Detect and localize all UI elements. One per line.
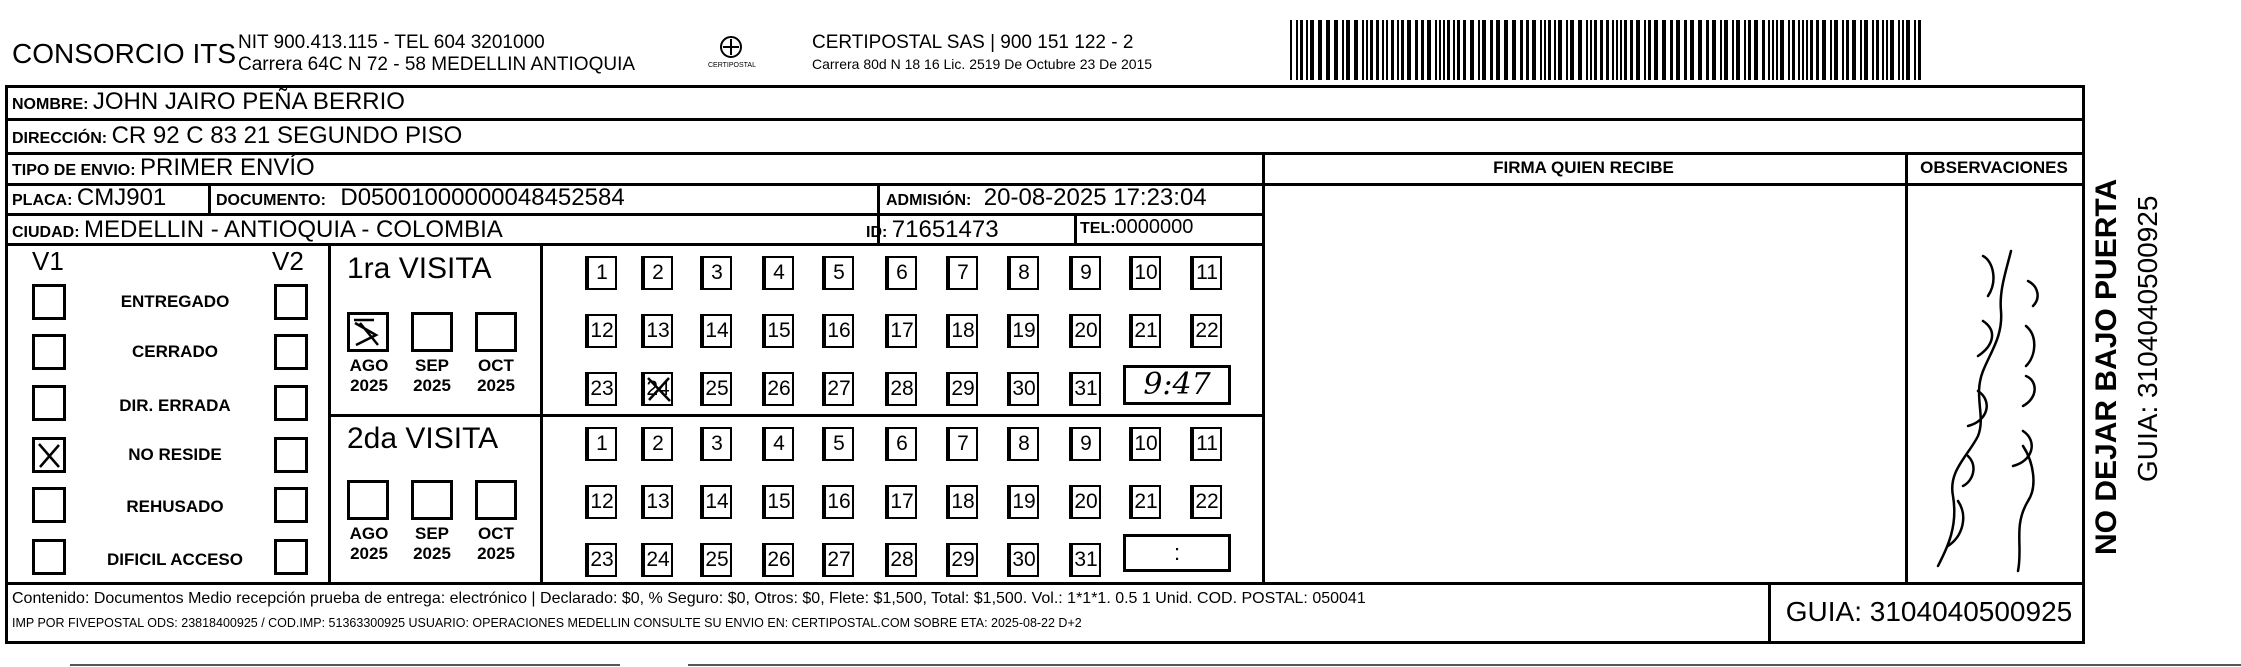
first-visit-day-15[interactable]: 15 — [762, 314, 794, 348]
first-visit-day-27[interactable]: 27 — [822, 372, 854, 406]
signature-area[interactable] — [1266, 186, 1904, 581]
second-visit-day-12[interactable]: 12 — [585, 485, 617, 519]
first-visit-day-18[interactable]: 18 — [946, 314, 978, 348]
contenido-line: Contenido: Documentos Medio recepción prueba de entrega: electrónico | Declarado: $0, % Seguro: $0, Otros: $0, Flete: $1,500, Total: $1,500. Vol.: 1*1*1. 0.5 1 Unid. COD. POSTAL: 050041 — [12, 590, 1366, 607]
v2-header: V2 — [272, 246, 304, 276]
first-visit-day-7[interactable]: 7 — [946, 256, 978, 290]
mark-x-icon — [645, 374, 673, 404]
firma-header: FIRMA QUIEN RECIBE — [1493, 158, 1674, 177]
second-visit-day-7[interactable]: 7 — [946, 427, 978, 461]
col-line — [1074, 213, 1077, 243]
v2-dir-errada-checkbox[interactable] — [274, 385, 308, 421]
col-line — [208, 183, 211, 213]
v1-rehusado-checkbox[interactable] — [32, 487, 66, 523]
first-visit-day-11[interactable]: 11 — [1190, 256, 1222, 290]
footer-guia: GUIA: 3104040500925 — [1785, 596, 2073, 627]
address-line: Carrera 64C N 72 - 58 MEDELLIN ANTIOQUIA — [238, 54, 636, 75]
first-visit-day-16[interactable]: 16 — [822, 314, 854, 348]
id-row — [866, 216, 999, 244]
visit-divider — [328, 243, 331, 582]
direccion-label: DIRECCIÓN: — [12, 130, 108, 147]
ciudad-label: CIUDAD: — [12, 224, 80, 241]
imp-line: IMP POR FIVEPOSTAL ODS: 23818400925 / COD.IMP: 51363300925 USUARIO: OPERACIONES MEDELLIN CONSULTE SU ENVIO EN: CERTIPOSTAL.COM SOBRE ETA: 2025-08-22 D+2 — [12, 616, 1082, 630]
v2-rehusado-checkbox[interactable] — [274, 487, 308, 523]
second-visit-day-30[interactable]: 30 — [1007, 543, 1039, 577]
tel-row — [1080, 216, 1193, 239]
status-entregado: ENTREGADO — [120, 292, 230, 311]
second-visit-day-2[interactable]: 2 — [641, 427, 673, 461]
admision-row — [886, 184, 1207, 212]
second-visit-day-28[interactable]: 28 — [885, 543, 917, 577]
col-line — [1768, 582, 1771, 644]
brand: CONSORCIO ITS — [12, 38, 237, 69]
status-no-reside: NO RESIDE — [128, 445, 222, 464]
ciudad-value: MEDELLIN - ANTIOQUIA - COLOMBIA — [84, 216, 503, 243]
second-visit-sep-box[interactable] — [411, 480, 453, 520]
second-visit-day-1[interactable]: 1 — [585, 427, 617, 461]
admision-value: 20-08-2025 17:23:04 — [983, 184, 1207, 211]
v1-header: V1 — [32, 246, 64, 276]
first-visit-day-2[interactable]: 2 — [641, 256, 673, 290]
first-visit-day-17[interactable]: 17 — [885, 314, 917, 348]
v1-dir-errada-checkbox[interactable] — [32, 385, 66, 421]
first-visit-day-4[interactable]: 4 — [762, 256, 794, 290]
id-value: 71651473 — [891, 216, 999, 243]
second-visit-day-8[interactable]: 8 — [1007, 427, 1039, 461]
v1-cerrado-checkbox[interactable] — [32, 334, 66, 370]
first-visit-oct-box[interactable] — [475, 312, 517, 352]
certipostal-logo: CERTIPOSTAL — [708, 34, 754, 74]
second-visit-time-box[interactable]: : — [1123, 534, 1231, 572]
status-dir-errada: DIR. ERRADA — [119, 396, 231, 415]
month-label: AGO 2025 — [349, 524, 389, 563]
status-cerrado: CERRADO — [132, 342, 218, 361]
second-visit-day-14[interactable]: 14 — [700, 485, 732, 519]
ciudad-row — [12, 216, 503, 244]
second-visit-day-26[interactable]: 26 — [762, 543, 794, 577]
tel-label: TEL: — [1080, 220, 1116, 237]
second-visit-day-10[interactable]: 10 — [1129, 427, 1161, 461]
tipo-row — [12, 154, 315, 182]
first-visit-day-24[interactable]: 24 — [641, 372, 673, 406]
direccion-row — [12, 122, 462, 150]
first-visit-day-28[interactable]: 28 — [885, 372, 917, 406]
month-label: SEP 2025 — [413, 524, 451, 563]
second-visit-day-20[interactable]: 20 — [1069, 485, 1101, 519]
second-visit-day-21[interactable]: 21 — [1129, 485, 1161, 519]
visit-divider — [540, 243, 543, 582]
second-visit-day-3[interactable]: 3 — [700, 427, 732, 461]
placa-row — [12, 184, 166, 212]
second-visit-day-25[interactable]: 25 — [700, 543, 732, 577]
col-line — [1262, 152, 1265, 582]
barcode — [1290, 20, 1930, 80]
first-visit-time-box[interactable]: 9:47 — [1123, 365, 1231, 405]
fold-line — [70, 664, 620, 666]
second-visit-day-19[interactable]: 19 — [1007, 485, 1039, 519]
visit-divider — [328, 414, 1265, 417]
placa-label: PLACA: — [12, 192, 73, 209]
first-visit-day-13[interactable]: 13 — [641, 314, 673, 348]
second-visit-title: 2da VISITA — [347, 422, 499, 455]
second-visit-day-15[interactable]: 15 — [762, 485, 794, 519]
tel-value: 0000000 — [1115, 216, 1194, 238]
first-visit-day-21[interactable]: 21 — [1129, 314, 1161, 348]
documento-value: D05001000000048452584 — [340, 184, 625, 211]
admision-label: ADMISIÓN: — [886, 192, 972, 209]
month-label: OCT 2025 — [477, 524, 515, 563]
status-dificil-acceso: DIFICIL ACCESO — [106, 550, 243, 569]
second-visit-day-4[interactable]: 4 — [762, 427, 794, 461]
nit-line: NIT 900.413.115 - TEL 604 3201000 — [238, 32, 545, 53]
month-label: SEP 2025 — [413, 356, 451, 395]
second-visit-ago-box[interactable] — [347, 480, 389, 520]
frame-bottom — [5, 641, 2085, 644]
second-visit-day-16[interactable]: 16 — [822, 485, 854, 519]
second-visit-day-23[interactable]: 23 — [585, 543, 617, 577]
nombre-row — [12, 88, 405, 116]
row-line — [5, 152, 2085, 155]
first-visit-title: 1ra VISITA — [347, 252, 492, 285]
first-visit-day-3[interactable]: 3 — [700, 256, 732, 290]
first-visit-day-14[interactable]: 14 — [700, 314, 732, 348]
first-visit-day-1[interactable]: 1 — [585, 256, 617, 290]
first-visit-day-20[interactable]: 20 — [1069, 314, 1101, 348]
nombre-value: JOHN JAIRO PEÑA BERRIO — [92, 88, 405, 115]
first-visit-day-5[interactable]: 5 — [822, 256, 854, 290]
v2-no-reside-checkbox[interactable] — [274, 437, 308, 473]
side-guia: GUIA: 3104040500925 — [2132, 195, 2163, 482]
courier-line: CERTIPOSTAL SAS | 900 151 122 - 2 — [812, 32, 1134, 53]
second-visit-day-27[interactable]: 27 — [822, 543, 854, 577]
second-visit-day-5[interactable]: 5 — [822, 427, 854, 461]
row-line — [5, 582, 2085, 585]
first-visit-day-29[interactable]: 29 — [946, 372, 978, 406]
v2-entregado-checkbox[interactable] — [274, 284, 308, 320]
tipo-label: TIPO DE ENVIO: — [12, 162, 136, 179]
second-visit-day-9[interactable]: 9 — [1069, 427, 1101, 461]
first-visit-day-12[interactable]: 12 — [585, 314, 617, 348]
month-label: OCT 2025 — [477, 356, 515, 395]
month-label: AGO 2025 — [349, 356, 389, 395]
v1-dificil-acceso-checkbox[interactable] — [32, 539, 66, 575]
observaciones-area[interactable] — [1908, 186, 2080, 581]
mark-x-icon — [350, 315, 386, 349]
first-visit-day-19[interactable]: 19 — [1007, 314, 1039, 348]
direccion-value: CR 92 C 83 21 SEGUNDO PISO — [111, 122, 463, 149]
first-visit-day-22[interactable]: 22 — [1190, 314, 1222, 348]
first-visit-day-10[interactable]: 10 — [1129, 256, 1161, 290]
first-visit-ago-box[interactable] — [347, 312, 389, 352]
second-visit-day-31[interactable]: 31 — [1069, 543, 1101, 577]
second-visit-oct-box[interactable] — [475, 480, 517, 520]
first-visit-day-25[interactable]: 25 — [700, 372, 732, 406]
observaciones-header: OBSERVACIONES — [1920, 158, 2068, 177]
first-visit-day-6[interactable]: 6 — [885, 256, 917, 290]
side-no-dejar: NO DEJAR BAJO PUERTA — [2090, 178, 2123, 555]
second-visit-day-22[interactable]: 22 — [1190, 485, 1222, 519]
second-visit-day-29[interactable]: 29 — [946, 543, 978, 577]
first-visit-day-31[interactable]: 31 — [1069, 372, 1101, 406]
nombre-label: NOMBRE: — [12, 96, 89, 113]
fold-line — [688, 664, 2241, 666]
handwriting-image — [1908, 186, 2080, 581]
second-visit-day-13[interactable]: 13 — [641, 485, 673, 519]
tipo-value: PRIMER ENVÍO — [140, 154, 315, 181]
first-visit-day-23[interactable]: 23 — [585, 372, 617, 406]
first-visit-day-8[interactable]: 8 — [1007, 256, 1039, 290]
second-visit-day-24[interactable]: 24 — [641, 543, 673, 577]
row-line — [5, 118, 2085, 121]
courier-address: Carrera 80d N 18 16 Lic. 2519 De Octubre 23 De 2015 — [812, 56, 1153, 72]
frame-left — [5, 85, 8, 644]
placa-value: CMJ901 — [76, 184, 167, 211]
v2-cerrado-checkbox[interactable] — [274, 334, 308, 370]
col-line — [2082, 118, 2085, 583]
second-visit-day-18[interactable]: 18 — [946, 485, 978, 519]
documento-row — [216, 184, 625, 212]
second-visit-day-11[interactable]: 11 — [1190, 427, 1222, 461]
v1-entregado-checkbox[interactable] — [32, 284, 66, 320]
checkmark-x-icon — [35, 440, 63, 470]
first-visit-day-9[interactable]: 9 — [1069, 256, 1101, 290]
first-visit-day-26[interactable]: 26 — [762, 372, 794, 406]
id-label: ID: — [866, 224, 888, 241]
v2-dificil-acceso-checkbox[interactable] — [274, 539, 308, 575]
second-visit-day-6[interactable]: 6 — [885, 427, 917, 461]
documento-label: DOCUMENTO: — [216, 192, 326, 209]
status-rehusado: REHUSADO — [126, 497, 224, 516]
first-visit-day-30[interactable]: 30 — [1007, 372, 1039, 406]
first-visit-sep-box[interactable] — [411, 312, 453, 352]
v1-no-reside-checkbox[interactable] — [32, 437, 66, 473]
second-visit-day-17[interactable]: 17 — [885, 485, 917, 519]
